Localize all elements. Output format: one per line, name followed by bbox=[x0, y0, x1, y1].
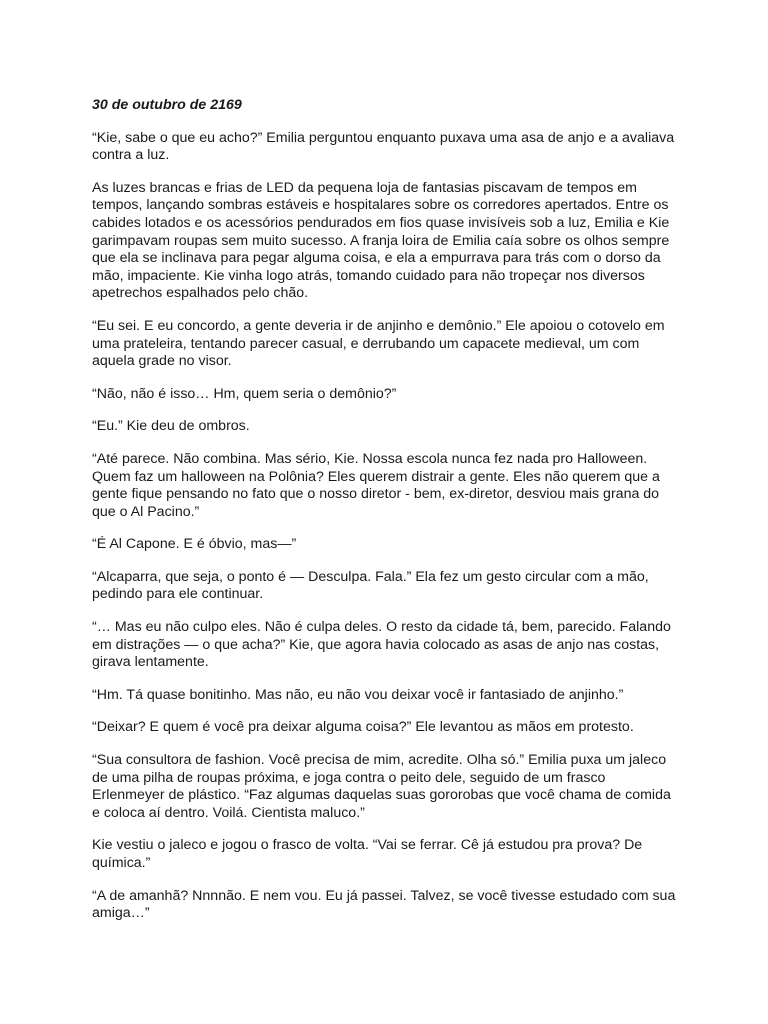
paragraph: “É Al Capone. E é óbvio, mas—” bbox=[92, 536, 297, 553]
paragraph: “Sua consultora de fashion. Você precisa de mim, acredite. Olha só.” Emilia puxa um jaleco de uma pilha de roupas próxima, e joga contra o peito dele, seguido de um frasco Erlenmeyer de plástico. “Faz algumas daquelas suas gororobas que você chama de comida e coloca aí dentro. Voilá. Cientista maluco.” bbox=[92, 752, 671, 821]
paragraph: “… Mas eu não culpo eles. Não é culpa deles. O resto da cidade tá, bem, parecido. Falando em distrações — o que acha?” Kie, que agora havia colocado as asas de anjo nas costas, girava lentamente. bbox=[92, 619, 671, 671]
paragraph: “A de amanhã? Nnnnão. E nem vou. Eu já passei. Talvez, se você tivesse estudado com sua amiga…” bbox=[92, 887, 676, 922]
paragraph: “Até parece. Não combina. Mas sério, Kie. Nossa escola nunca fez nada pro Halloween. Quem faz um halloween na Polônia? Eles querem distrair a gente. Eles não querem que a gente fique pensando no fato que o nosso diretor - bem, ex-diretor, desviou mais grana do que o Al Pacino.” bbox=[92, 450, 660, 520]
paragraph: “Eu.” Kie deu de ombros. bbox=[92, 418, 250, 435]
paragraph: “Alcaparra, que seja, o ponto é — Desculpa. Fala.” Ela fez um gesto circular com a mão, pedindo para ele continuar. bbox=[92, 568, 649, 603]
document-date: 30 de outubro de 2169 bbox=[92, 97, 242, 113]
paragraph: “Deixar? E quem é você pra deixar alguma coisa?” Ele levantou as mãos em protesto. bbox=[92, 719, 634, 736]
paragraph: “Eu sei. E eu concordo, a gente deveria ir de anjinho e demônio.” Ele apoiou o cotovelo em uma prateleira, tentando parecer casual, e derrubando um capacete medieval, um com aquela grade no visor. bbox=[92, 317, 665, 370]
paragraph: Kie vestiu o jaleco e jogou o frasco de volta. “Vai se ferrar. Cê já estudou pra prova? De química.” bbox=[92, 837, 643, 871]
paragraph: “Hm. Tá quase bonitinho. Mas não, eu não vou deixar você ir fantasiado de anjinho.” bbox=[92, 686, 624, 703]
document-body bbox=[92, 97, 680, 938]
paragraph: “Não, não é isso… Hm, quem seria o demônio?” bbox=[92, 385, 397, 402]
paragraph: As luzes brancas e frias de LED da pequena loja de fantasias piscavam de tempos em tempos, lançando sombras estáveis e hospitalares sobre os corredores apertados. Entre os cabides lotados e os acessórios pendurados em fios quase invisíveis sob a luz, Emilia e Kie garimpavam roupas sem muito sucesso. A franja loira de Emilia caía sobre os olhos sempre que ela se inclinava para pegar alguma coisa, e ela a empurrava para trás com o dorso da mão, impaciente. Kie vinha logo atrás, tomando cuidado para não tropeçar nos diversos apetrechos espalhados pelo chão. bbox=[92, 179, 670, 302]
paragraph: “Kie, sabe o que eu acho?” Emilia perguntou enquanto puxava uma asa de anjo e a avaliava contra a luz. bbox=[92, 129, 675, 164]
